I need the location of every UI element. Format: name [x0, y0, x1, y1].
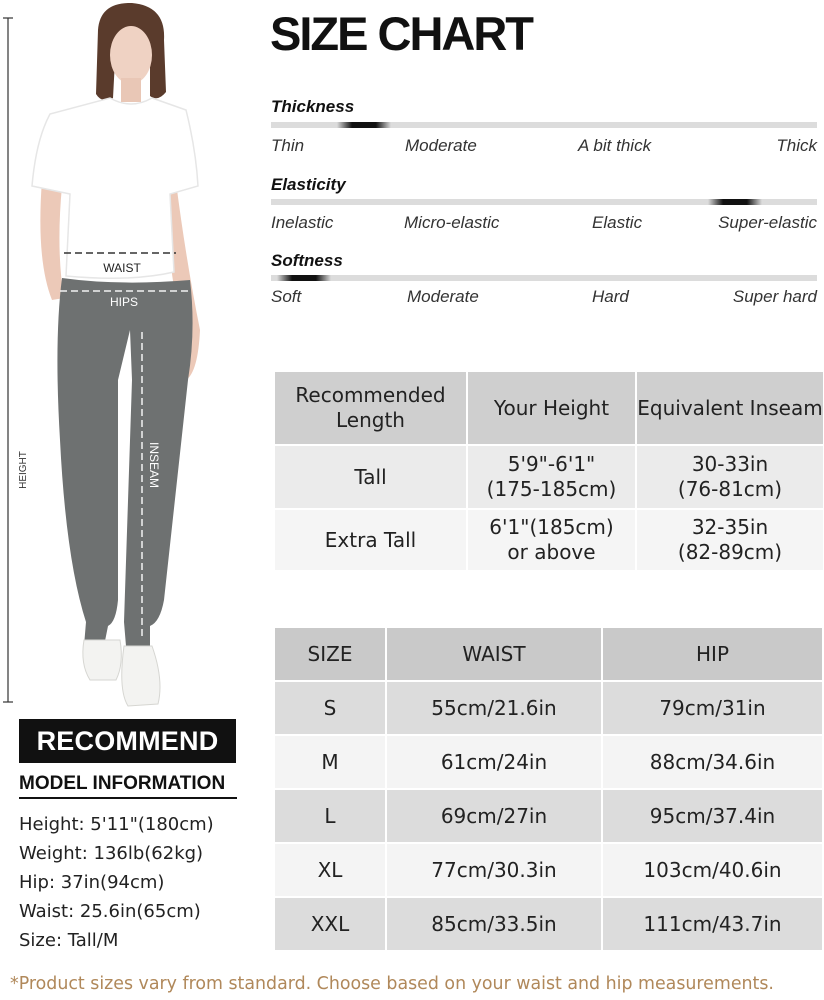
scale-marker: [277, 275, 331, 281]
scale-label: Hard: [592, 287, 629, 306]
hips-label: HIPS: [109, 295, 139, 309]
size-cell: L: [274, 789, 386, 843]
hip-cell: 95cm/37.4in: [602, 789, 823, 843]
height-cell: [467, 509, 636, 571]
size-cell: XL: [274, 843, 386, 897]
header-hip: HIP: [602, 627, 823, 681]
model-height: Height: 5'11"(180cm): [19, 814, 214, 835]
header-size: SIZE: [274, 627, 386, 681]
scale-label: Super-elastic: [718, 213, 817, 232]
scale-labels-softness: [271, 287, 817, 309]
waist-cell: 85cm/33.5in: [386, 897, 602, 951]
inseam-line-1: 32-35in: [691, 515, 769, 539]
height-cell: [467, 445, 636, 509]
waist-cell: 69cm/27in: [386, 789, 602, 843]
scale-title-thickness: Thickness: [271, 97, 355, 116]
model-left-shoe: [83, 640, 121, 680]
scale-label: Inelastic: [271, 213, 334, 232]
model-face: [110, 26, 152, 84]
scale-label: Moderate: [407, 287, 479, 306]
table-row: [274, 735, 823, 789]
scale-marker: [708, 199, 762, 205]
footnote: *Product sizes vary from standard. Choose based on your waist and hip measurements.: [10, 974, 774, 994]
waist-cell: 77cm/30.3in: [386, 843, 602, 897]
scale-label: A bit thick: [578, 136, 652, 155]
model-neck: [121, 78, 141, 102]
scale-marker: [337, 122, 391, 128]
scale-bar-softness: [271, 275, 817, 281]
scale-label: Soft: [271, 287, 302, 306]
hip-cell: 79cm/31in: [602, 681, 823, 735]
model-waist: Waist: 25.6in(65cm): [19, 901, 201, 922]
inseam-cell: [636, 509, 824, 571]
size-table: [273, 626, 824, 952]
scale-label: Thick: [776, 136, 817, 155]
inseam-line-2: (76-81cm): [677, 477, 783, 501]
table-header-row: [274, 627, 823, 681]
length-cell: Tall: [274, 445, 467, 509]
length-table: [273, 370, 824, 572]
table-row: [274, 789, 823, 843]
model-hip: Hip: 37in(94cm): [19, 872, 165, 893]
header-waist: WAIST: [386, 627, 602, 681]
model-size: Size: Tall/M: [19, 930, 119, 951]
model-right-shoe: [122, 646, 160, 706]
table-row: [274, 897, 823, 951]
table-row: [274, 509, 824, 571]
size-cell: S: [274, 681, 386, 735]
inseam-line-1: 30-33in: [691, 452, 769, 476]
size-cell: M: [274, 735, 386, 789]
waist-cell: 55cm/21.6in: [386, 681, 602, 735]
table-row: [274, 445, 824, 509]
length-cell: Extra Tall: [274, 509, 467, 571]
recommend-badge: RECOMMEND: [19, 719, 236, 763]
table-row: [274, 843, 823, 897]
hip-cell: 103cm/40.6in: [602, 843, 823, 897]
scale-label: Elastic: [592, 213, 643, 232]
scale-title-elasticity: Elasticity: [271, 175, 346, 194]
model-weight: Weight: 136lb(62kg): [19, 843, 204, 864]
hip-cell: 88cm/34.6in: [602, 735, 823, 789]
model-illustration: [0, 0, 260, 715]
header-equivalent-inseam: Equivalent Inseam: [636, 371, 824, 445]
scale-labels-elasticity: [271, 213, 817, 235]
height-line-2: (175-185cm): [486, 477, 617, 501]
inseam-label: INSEAM: [147, 441, 161, 489]
header-recommended-length: Recommended Length: [274, 371, 467, 445]
scale-bar-elasticity: [271, 199, 817, 205]
inseam-line-2: (82-89cm): [677, 540, 783, 564]
hip-cell: 111cm/43.7in: [602, 897, 823, 951]
inseam-cell: [636, 445, 824, 509]
waist-label: WAIST: [103, 261, 141, 275]
height-line-1: 5'9"-6'1": [507, 452, 596, 476]
header-your-height: Your Height: [467, 371, 636, 445]
scale-label: Micro-elastic: [404, 213, 500, 232]
table-header-row: [274, 371, 824, 445]
size-cell: XXL: [274, 897, 386, 951]
waist-cell: 61cm/24in: [386, 735, 602, 789]
page-title: SIZE CHART: [270, 7, 532, 60]
scale-label: Super hard: [732, 287, 817, 306]
model-information-heading: MODEL INFORMATION: [19, 773, 237, 799]
model-pants: [57, 278, 192, 646]
scale-labels-thickness: [271, 136, 817, 158]
table-row: [274, 681, 823, 735]
scale-label: Thin: [271, 136, 305, 155]
model-left-arm: [40, 180, 64, 300]
scale-label: Moderate: [405, 136, 477, 155]
scale-bar-thickness: [271, 122, 817, 128]
height-label: HEIGHT: [18, 451, 29, 489]
scale-title-softness: Softness: [271, 251, 343, 270]
height-line-1: 6'1"(185cm): [489, 515, 614, 539]
height-line-2: or above: [507, 540, 596, 564]
